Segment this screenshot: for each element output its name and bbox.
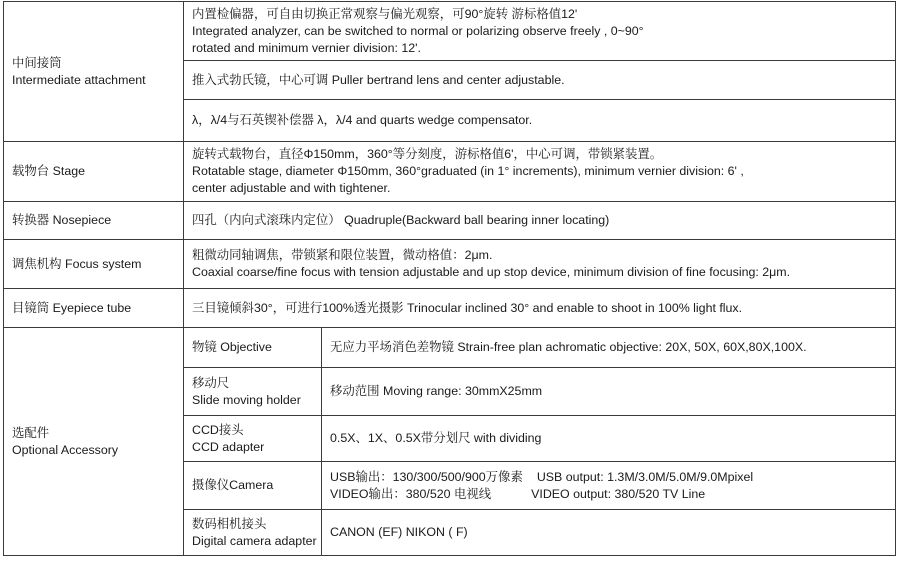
slide-label-cell	[184, 368, 322, 416]
objective-label: 物镜 Objective	[192, 340, 272, 354]
compensator-text: λ，λ/4与石英锲补偿器 λ，λ/4 and quarts wedge compensator.	[192, 113, 533, 127]
analyzer-cell	[184, 2, 896, 61]
table-row	[4, 202, 896, 240]
focus-cell	[184, 240, 896, 289]
focus-line-1: 粗微动同轴调焦，带锁紧和限位装置，微动格值：2μm.	[192, 248, 493, 262]
ccd-label-cell	[184, 416, 322, 462]
objective-cell	[322, 328, 896, 368]
stage-line-2: Rotatable stage, diameter Φ150mm, 360°graduated (in 1° increments), minimum vernier division: 6' ,	[192, 164, 744, 178]
camera-label-cell	[184, 462, 322, 510]
camera-usb-en: USB output: 1.3M/3.0M/5.0M/9.0Mpixel	[536, 469, 754, 484]
ccd-label-en: CCD adapter	[192, 439, 265, 454]
eyepiece-cell	[184, 289, 896, 328]
table-row	[4, 142, 896, 202]
ccd-text: 0.5X、1X、0.5X带分划尺 with dividing	[330, 431, 542, 445]
nosepiece-label: 转换器 Nosepiece	[12, 213, 112, 227]
focus-label-cell	[4, 240, 184, 289]
ccd-label-cn: CCD接头	[192, 422, 244, 437]
camera-cell	[322, 462, 896, 510]
analyzer-line-3: rotated and minimum vernier division: 12'.	[192, 40, 421, 55]
camera-label: 摄像仪Camera	[192, 478, 274, 492]
table-row	[4, 2, 896, 61]
camera-usb-cn: USB输出：130/300/500/900万像素	[330, 469, 523, 484]
accessory-label-cn: 选配件	[12, 425, 50, 440]
table-row	[4, 328, 896, 368]
digital-text: CANON (EF) NIKON ( F)	[330, 525, 468, 539]
focus-line-2: Coaxial coarse/fine focus with tension adjustable and up stop device, minimum division of fine focusing: 2μm.	[192, 265, 791, 279]
focus-label: 调焦机构 Focus system	[12, 256, 142, 271]
camera-video-cn: VIDEO输出：380/520 电视线	[330, 486, 492, 501]
digital-label-en: Digital camera adapter	[192, 533, 317, 548]
bertrand-cell	[184, 61, 896, 100]
intermediate-label-en: Intermediate attachment	[12, 72, 146, 87]
camera-video-line	[330, 486, 887, 503]
slide-text: 移动范围 Moving range: 30mmX25mm	[330, 384, 543, 398]
analyzer-line-1: 内置检偏器，可自由切换正常观察与偏光观察，可90°旋转 游标格值12'	[192, 6, 578, 21]
stage-line-3: center adjustable and with tightener.	[192, 181, 391, 195]
table-row	[4, 289, 896, 328]
slide-cell	[322, 368, 896, 416]
eyepiece-label: 目镜筒 Eyepiece tube	[12, 300, 132, 315]
eyepiece-text: 三目镜倾斜30°，可进行100%透光摄影 Trinocular inclined 30° and enable to shoot in 100% light flux.	[192, 300, 743, 315]
nosepiece-label-cell	[4, 202, 184, 240]
stage-line-1: 旋转式载物台，直径Φ150mm，360°等分刻度，游标格值6'，中心可调，带锁紧装置。	[192, 147, 663, 161]
slide-label-cn: 移动尺	[192, 375, 230, 390]
digital-cell	[322, 510, 896, 556]
stage-label: 载物台 Stage	[12, 164, 85, 178]
bertrand-text: 推入式勃氏镜，中心可调 Puller bertrand lens and center adjustable.	[192, 72, 565, 87]
camera-usb-line	[330, 469, 887, 486]
camera-video-en: VIDEO output: 380/520 TV Line	[531, 486, 706, 501]
objective-text: 无应力平场消色差物镜 Strain-free plan achromatic objective: 20X, 50X, 60X,80X,100X.	[330, 340, 807, 354]
analyzer-line-2: Integrated analyzer, can be switched to normal or polarizing observe freely , 0~90°	[192, 23, 644, 38]
digital-label-cn: 数码相机接头	[192, 516, 267, 531]
nosepiece-text: 四孔（内向式滚珠内定位） Quadruple(Backward ball bearing inner locating)	[192, 213, 610, 227]
stage-label-cell	[4, 142, 184, 202]
slide-label-en: Slide moving holder	[192, 392, 301, 407]
objective-label-cell	[184, 328, 322, 368]
compensator-cell	[184, 100, 896, 142]
eyepiece-label-cell	[4, 289, 184, 328]
accessory-label-cell	[4, 328, 184, 556]
spec-table	[3, 1, 896, 556]
intermediate-label-cell	[4, 2, 184, 142]
table-row	[4, 240, 896, 289]
stage-cell	[184, 142, 896, 202]
digital-label-cell	[184, 510, 322, 556]
nosepiece-cell	[184, 202, 896, 240]
accessory-label-en: Optional Accessory	[12, 442, 119, 457]
intermediate-label-cn: 中间接筒	[12, 55, 62, 70]
ccd-cell	[322, 416, 896, 462]
